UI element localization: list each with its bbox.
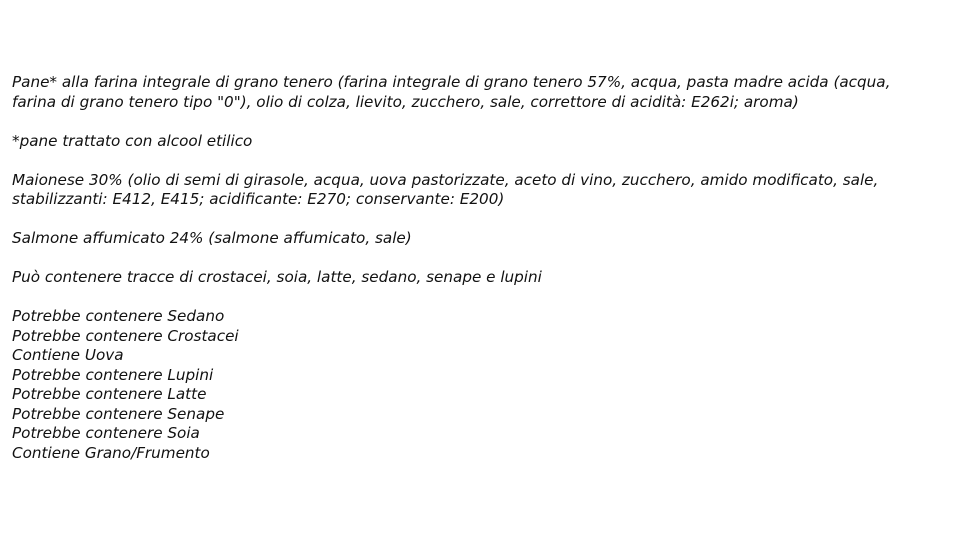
bread-ingredients xyxy=(12,73,948,112)
allergen-item: Contiene Grano/Frumento xyxy=(12,443,210,462)
allergen-item: Potrebbe contenere Sedano xyxy=(12,307,225,325)
allergen-item: Potrebbe contenere Crostacei xyxy=(12,326,239,345)
bread-ingredients-line-1: Pane* alla farina integrale di grano tenero (farina integrale di grano tenero 57%, acqua, pasta madre acida (acqua, xyxy=(12,73,891,91)
allergen-list xyxy=(12,307,948,463)
allergen-item: Contiene Uova xyxy=(12,346,124,364)
traces-warning: Può contenere tracce di crostacei, soia, latte, sedano, senape e lupini xyxy=(12,268,542,286)
mayonnaise-ingredients-line-2: stabilizzanti: E412, E415; acidificante: E270; conservante: E200) xyxy=(12,190,505,208)
mayonnaise-ingredients xyxy=(12,171,948,210)
bread-ingredients-line-2: farina di grano tenero tipo "0"), olio di colza, lievito, zucchero, sale, correttore di acidità: E262i; aroma) xyxy=(12,92,799,111)
allergen-item: Potrebbe contenere Soia xyxy=(12,424,200,442)
allergen-item: Potrebbe contenere Latte xyxy=(12,385,207,403)
allergen-item: Potrebbe contenere Lupini xyxy=(12,365,214,384)
allergen-item: Potrebbe contenere Senape xyxy=(12,404,225,423)
mayonnaise-ingredients-line-1: Maionese 30% (olio di semi di girasole, acqua, uova pastorizzate, aceto di vino, zucchero, amido modificato, sale, xyxy=(12,170,879,189)
bread-note: *pane trattato con alcool etilico xyxy=(12,131,253,150)
salmon-ingredients: Salmone affumicato 24% (salmone affumicato, sale) xyxy=(12,229,412,247)
ingredients-document xyxy=(12,73,948,463)
